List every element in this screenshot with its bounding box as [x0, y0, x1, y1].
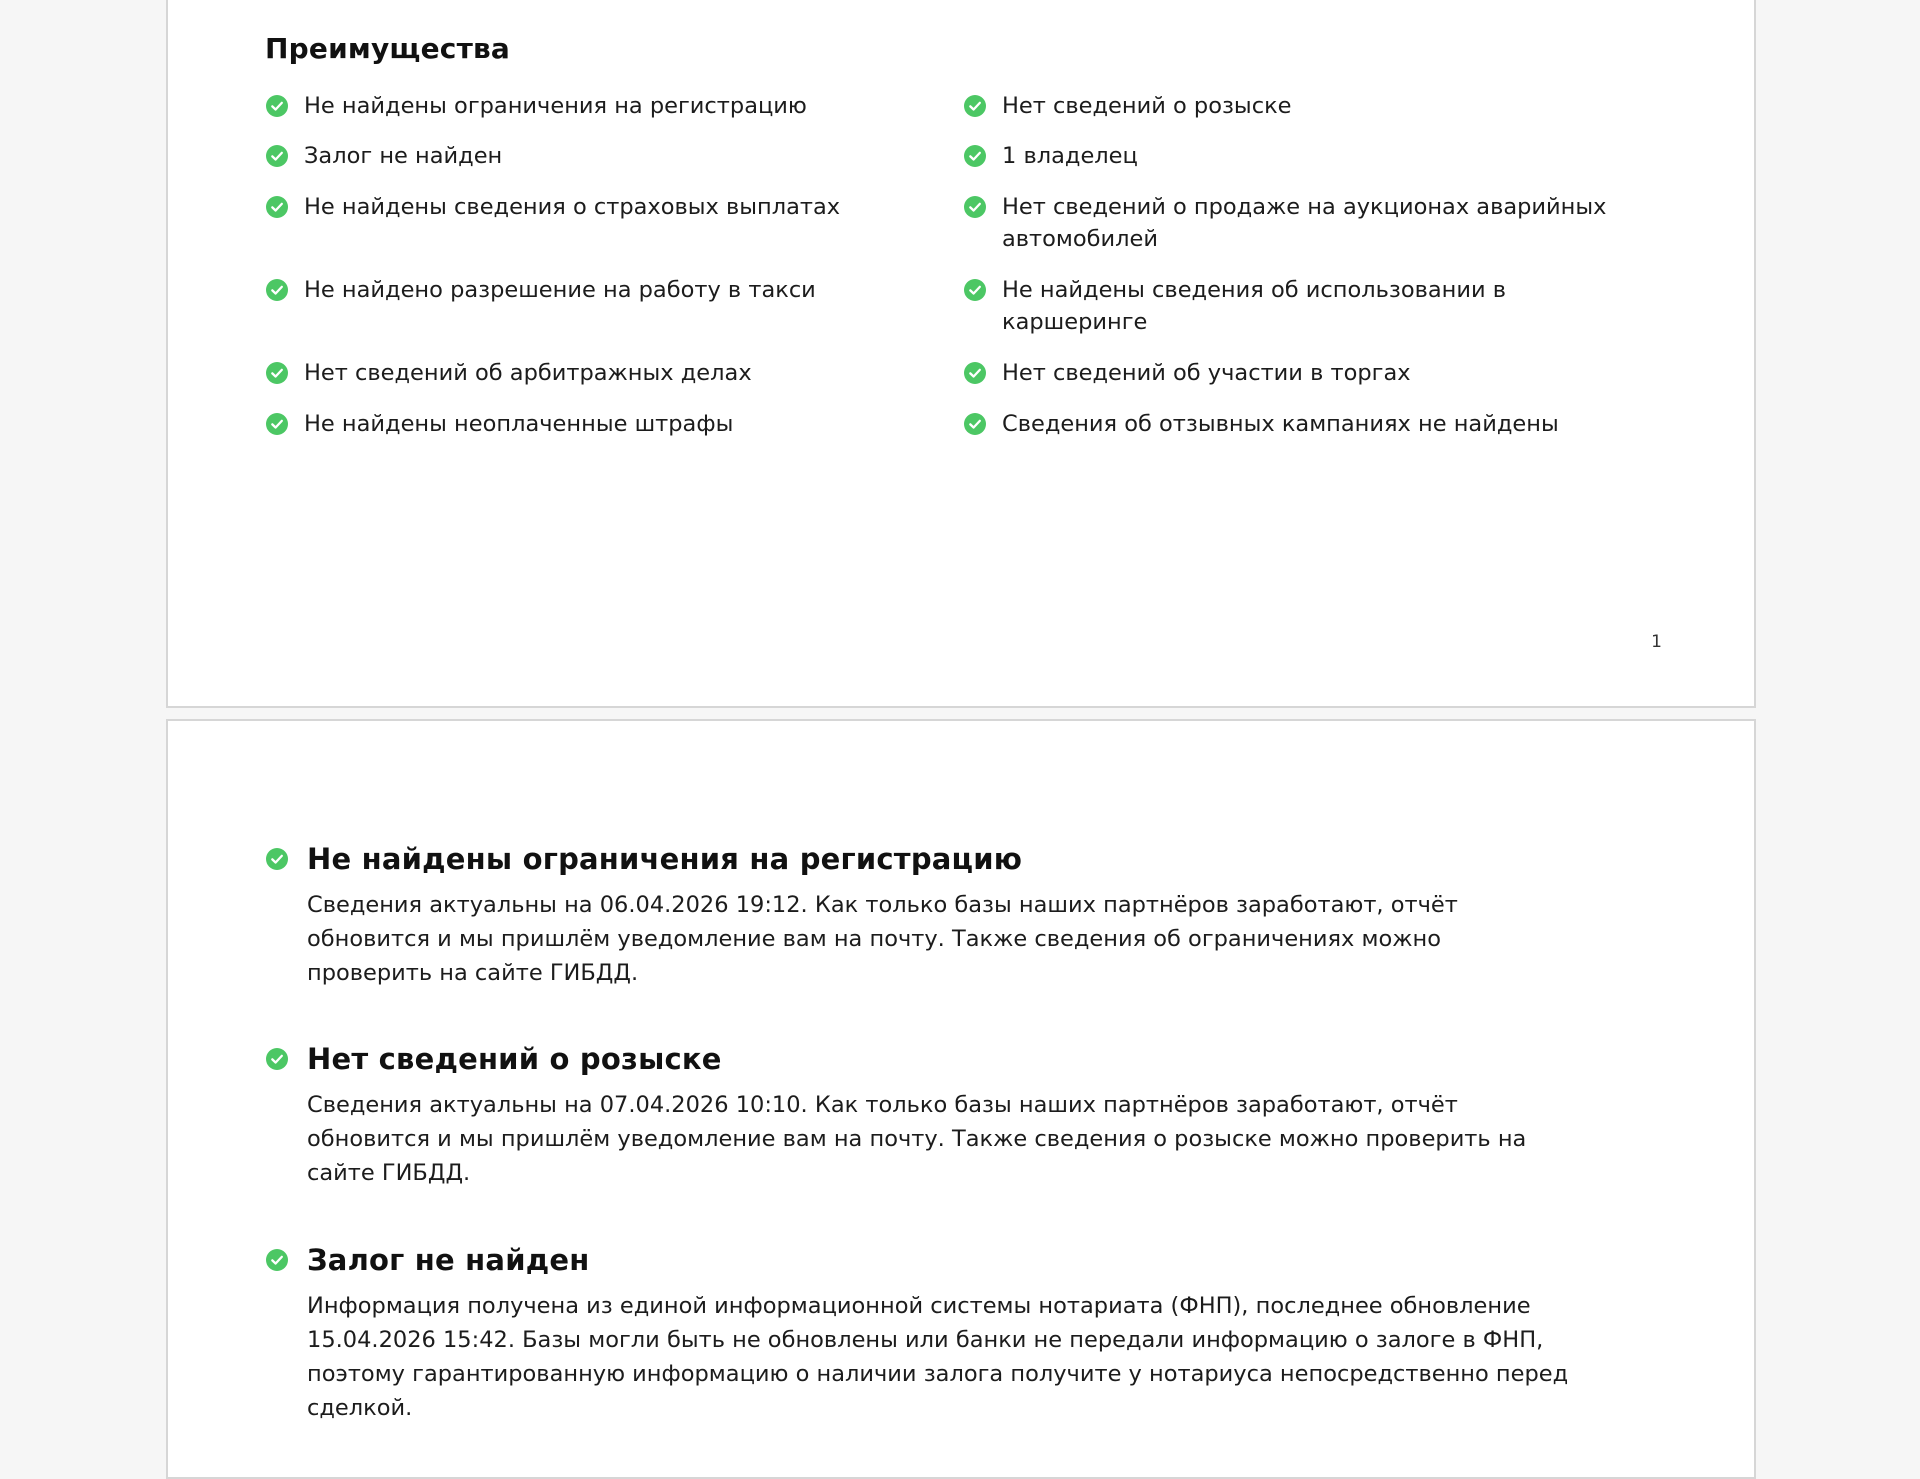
advantage-text: Нет сведений об участии в торгах — [1002, 360, 1411, 386]
advantage-text: Залог не найден — [304, 143, 503, 169]
section-body: Сведения актуальны на 06.04.2026 19:12. Как только базы наших партнёров заработают, отчёт обновится и мы пришлём уведомление вам на почту. Также сведения об ограничениях можно проверить на сайте ГИБДД. — [307, 892, 1458, 986]
check-circle-icon — [265, 195, 289, 219]
advantage-item — [963, 140, 1663, 191]
report-page-1 — [166, 0, 1756, 708]
detail-section-pledge — [265, 1243, 1595, 1425]
advantage-item — [963, 191, 1663, 274]
advantages-heading: Преимущества — [265, 32, 511, 65]
advantage-text: Нет сведений о розыске — [1002, 93, 1292, 119]
advantage-item — [963, 357, 1663, 408]
check-circle-icon — [265, 278, 289, 302]
detail-section-registration — [265, 842, 1595, 990]
advantage-text: Нет сведений об арбитражных делах — [304, 360, 752, 386]
advantage-item — [265, 191, 925, 274]
check-circle-icon — [265, 847, 289, 871]
advantage-item — [265, 408, 925, 459]
section-body: Информация получена из единой информационной системы нотариата (ФНП), последнее обновление 15.04.2026 15:42. Базы могли быть не обновлены или банки не передали информацию о залоге в ФНП, поэтому гарантированную информацию о наличии залога получите у нотариуса непосредственно перед сделкой. — [307, 1293, 1569, 1421]
advantage-item — [963, 90, 1663, 140]
advantage-text: Не найдено разрешение на работу в такси — [304, 277, 816, 303]
advantage-item — [265, 274, 925, 357]
advantage-text: Сведения об отзывных кампаниях не найдены — [1002, 411, 1559, 437]
check-circle-icon — [265, 412, 289, 436]
advantage-item — [265, 90, 925, 140]
check-circle-icon — [265, 1047, 289, 1071]
advantage-item — [265, 140, 925, 191]
check-circle-icon — [963, 412, 987, 436]
check-circle-icon — [963, 195, 987, 219]
check-circle-icon — [963, 144, 987, 168]
check-circle-icon — [963, 94, 987, 118]
advantage-item — [265, 357, 925, 408]
page-number: 1 — [1651, 632, 1662, 652]
section-title: Нет сведений о розыске — [307, 1042, 722, 1076]
advantage-text: Не найдены ограничения на регистрацию — [304, 93, 807, 119]
advantage-text: Не найдены сведения об использовании в каршеринге — [1002, 277, 1507, 335]
advantage-item — [963, 408, 1663, 459]
check-circle-icon — [265, 94, 289, 118]
section-title: Не найдены ограничения на регистрацию — [307, 842, 1023, 876]
advantage-text: 1 владелец — [1002, 143, 1138, 169]
check-circle-icon — [963, 361, 987, 385]
section-title: Залог не найден — [307, 1243, 590, 1277]
advantage-text: Нет сведений о продаже на аукционах аварийных автомобилей — [1002, 194, 1607, 252]
advantage-item — [963, 274, 1663, 357]
advantage-text: Не найдены неоплаченные штрафы — [304, 411, 734, 437]
check-circle-icon — [265, 144, 289, 168]
check-circle-icon — [963, 278, 987, 302]
advantages-list-left — [265, 90, 925, 459]
detail-section-wanted — [265, 1042, 1595, 1190]
section-body: Сведения актуальны на 07.04.2026 10:10. Как только базы наших партнёров заработают, отчёт обновится и мы пришлём уведомление вам на почту. Также сведения о розыске можно проверить на сайте ГИБДД. — [307, 1092, 1527, 1186]
advantage-text: Не найдены сведения о страховых выплатах — [304, 194, 841, 220]
report-page-2 — [166, 719, 1756, 1479]
advantages-list-right — [963, 90, 1663, 459]
check-circle-icon — [265, 1248, 289, 1272]
check-circle-icon — [265, 361, 289, 385]
